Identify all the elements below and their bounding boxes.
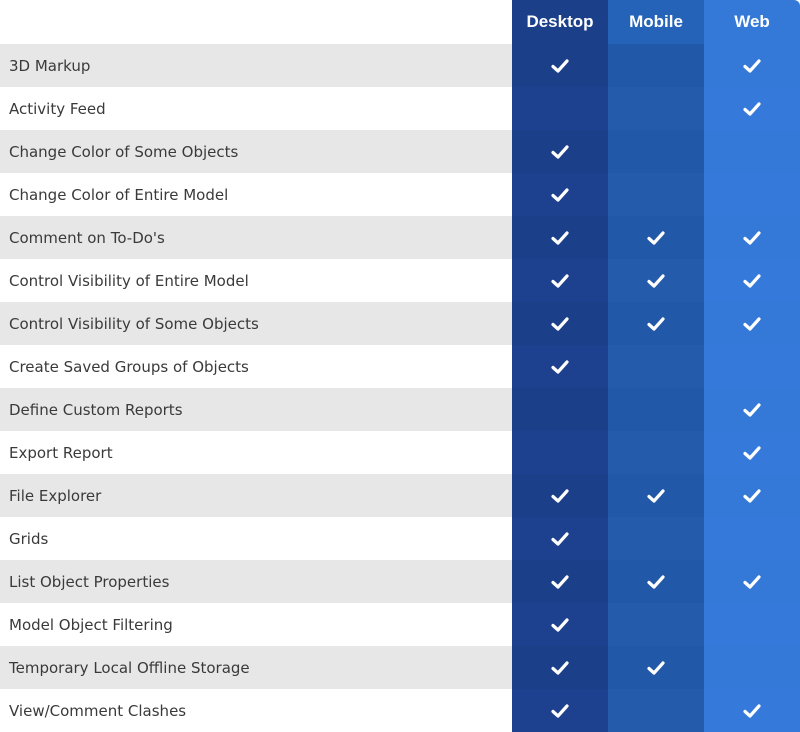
check-icon xyxy=(549,313,571,335)
check-icon xyxy=(549,141,571,163)
feature-label: Create Saved Groups of Objects xyxy=(0,345,512,388)
cell-mobile xyxy=(608,216,704,259)
check-icon xyxy=(549,485,571,507)
check-icon xyxy=(549,184,571,206)
feature-label: 3D Markup xyxy=(0,44,512,87)
feature-label: Change Color of Entire Model xyxy=(0,173,512,216)
table-row xyxy=(0,474,800,517)
table-row xyxy=(0,603,800,646)
cell-web xyxy=(704,646,800,689)
cell-desktop xyxy=(512,431,608,474)
cell-mobile xyxy=(608,173,704,216)
cell-desktop xyxy=(512,216,608,259)
cell-web xyxy=(704,517,800,560)
cell-mobile xyxy=(608,302,704,345)
check-icon xyxy=(741,485,763,507)
cell-desktop xyxy=(512,603,608,646)
feature-label: Comment on To-Do's xyxy=(0,216,512,259)
cell-mobile xyxy=(608,44,704,87)
check-icon xyxy=(549,356,571,378)
check-icon xyxy=(549,55,571,77)
cell-desktop xyxy=(512,517,608,560)
cell-web xyxy=(704,474,800,517)
table-header xyxy=(0,0,800,44)
cell-mobile xyxy=(608,388,704,431)
table-row xyxy=(0,216,800,259)
table-row xyxy=(0,517,800,560)
check-icon xyxy=(645,313,667,335)
cell-web xyxy=(704,44,800,87)
table-row xyxy=(0,388,800,431)
cell-desktop xyxy=(512,689,608,732)
table-row xyxy=(0,44,800,87)
check-icon xyxy=(645,227,667,249)
check-icon xyxy=(741,442,763,464)
cell-mobile xyxy=(608,646,704,689)
cell-desktop xyxy=(512,259,608,302)
cell-mobile xyxy=(608,517,704,560)
cell-web xyxy=(704,87,800,130)
table-row xyxy=(0,302,800,345)
cell-web xyxy=(704,689,800,732)
column-header-web: Web xyxy=(704,0,800,44)
table-row xyxy=(0,345,800,388)
cell-desktop xyxy=(512,646,608,689)
table-row xyxy=(0,173,800,216)
feature-label: Define Custom Reports xyxy=(0,388,512,431)
check-icon xyxy=(741,98,763,120)
cell-mobile xyxy=(608,345,704,388)
feature-label: View/Comment Clashes xyxy=(0,689,512,732)
cell-mobile xyxy=(608,560,704,603)
feature-label: Activity Feed xyxy=(0,87,512,130)
check-icon xyxy=(741,571,763,593)
feature-label: Grids xyxy=(0,517,512,560)
check-icon xyxy=(741,313,763,335)
cell-web xyxy=(704,560,800,603)
cell-mobile xyxy=(608,603,704,646)
check-icon xyxy=(741,227,763,249)
cell-mobile xyxy=(608,474,704,517)
column-header-desktop: Desktop xyxy=(512,0,608,44)
cell-desktop xyxy=(512,44,608,87)
check-icon xyxy=(549,700,571,722)
feature-label: Export Report xyxy=(0,431,512,474)
table-row xyxy=(0,87,800,130)
cell-desktop xyxy=(512,560,608,603)
check-icon xyxy=(549,528,571,550)
feature-label: Control Visibility of Entire Model xyxy=(0,259,512,302)
cell-mobile xyxy=(608,259,704,302)
check-icon xyxy=(645,270,667,292)
cell-web xyxy=(704,302,800,345)
cell-desktop xyxy=(512,302,608,345)
cell-web xyxy=(704,173,800,216)
check-icon xyxy=(645,485,667,507)
check-icon xyxy=(741,55,763,77)
cell-mobile xyxy=(608,431,704,474)
check-icon xyxy=(741,700,763,722)
feature-label: Control Visibility of Some Objects xyxy=(0,302,512,345)
table-row xyxy=(0,646,800,689)
cell-web xyxy=(704,345,800,388)
check-icon xyxy=(741,399,763,421)
table-row xyxy=(0,431,800,474)
cell-web xyxy=(704,603,800,646)
cell-mobile xyxy=(608,87,704,130)
column-header-mobile: Mobile xyxy=(608,0,704,44)
feature-label: Change Color of Some Objects xyxy=(0,130,512,173)
check-icon xyxy=(645,657,667,679)
check-icon xyxy=(549,614,571,636)
feature-label: List Object Properties xyxy=(0,560,512,603)
cell-mobile xyxy=(608,130,704,173)
cell-desktop xyxy=(512,388,608,431)
cell-web xyxy=(704,259,800,302)
table-body xyxy=(0,44,800,732)
cell-web xyxy=(704,216,800,259)
check-icon xyxy=(549,657,571,679)
table-row xyxy=(0,259,800,302)
cell-web xyxy=(704,431,800,474)
cell-desktop xyxy=(512,87,608,130)
check-icon xyxy=(741,270,763,292)
cell-mobile xyxy=(608,689,704,732)
cell-web xyxy=(704,130,800,173)
feature-label: Model Object Filtering xyxy=(0,603,512,646)
feature-label: File Explorer xyxy=(0,474,512,517)
table-row xyxy=(0,689,800,732)
cell-desktop xyxy=(512,345,608,388)
cell-web xyxy=(704,388,800,431)
cell-desktop xyxy=(512,130,608,173)
check-icon xyxy=(549,227,571,249)
cell-desktop xyxy=(512,474,608,517)
feature-label: Temporary Local Offline Storage xyxy=(0,646,512,689)
check-icon xyxy=(645,571,667,593)
check-icon xyxy=(549,571,571,593)
table-row xyxy=(0,560,800,603)
table-row xyxy=(0,130,800,173)
check-icon xyxy=(549,270,571,292)
cell-desktop xyxy=(512,173,608,216)
